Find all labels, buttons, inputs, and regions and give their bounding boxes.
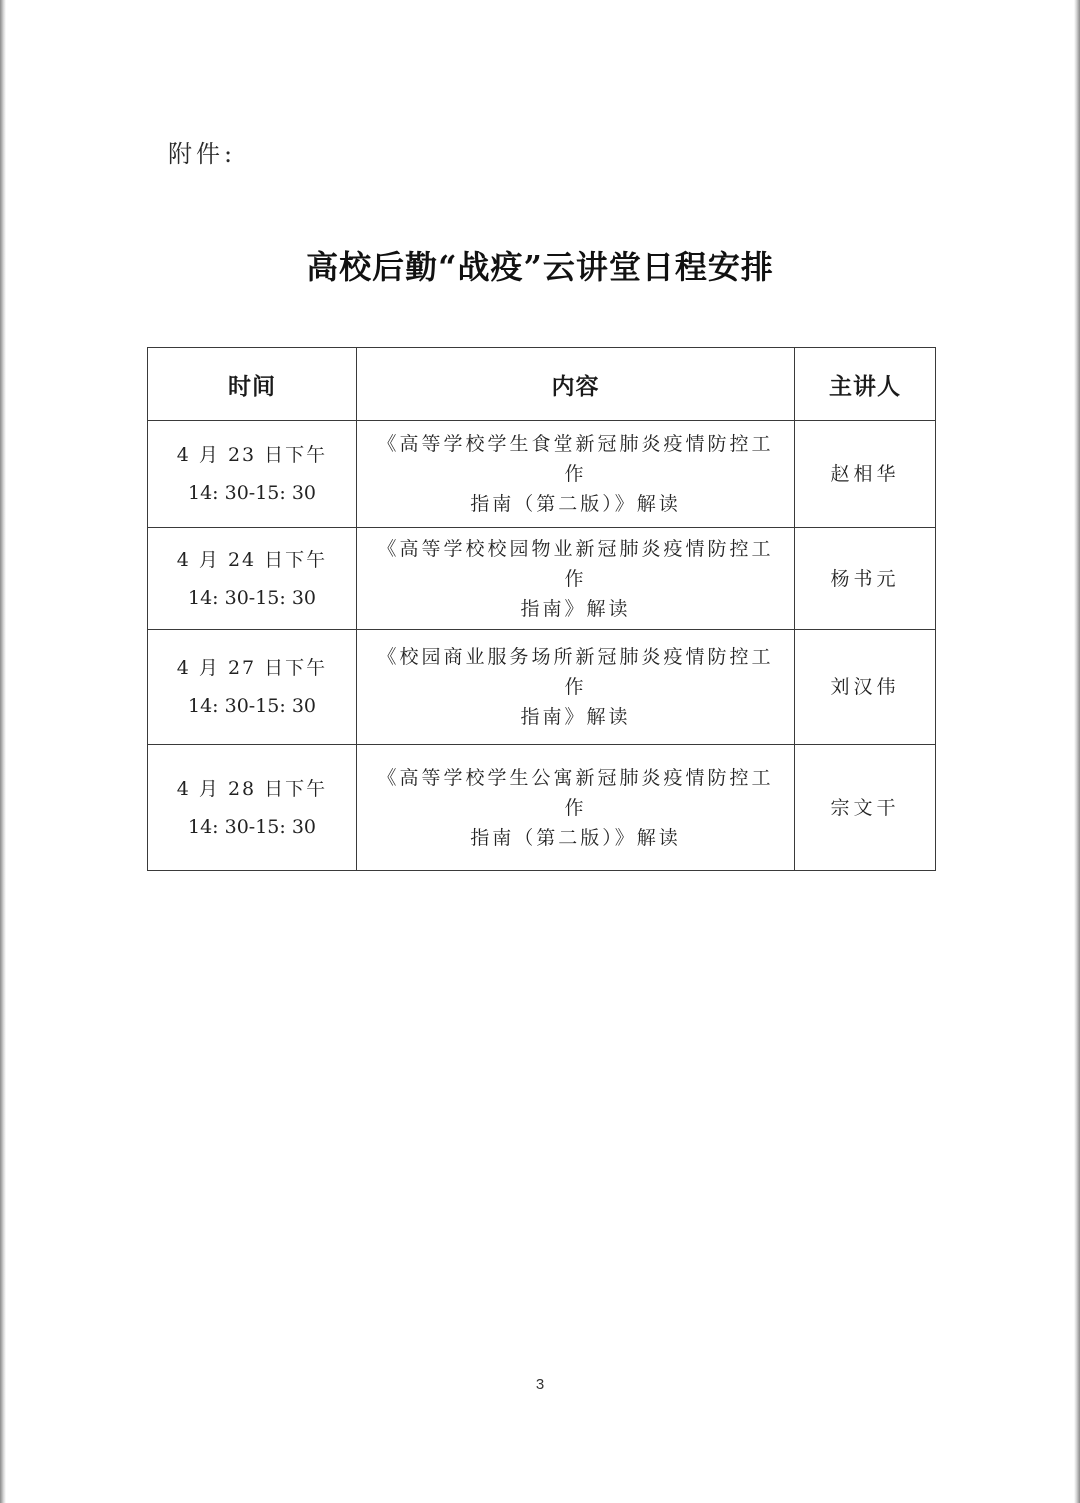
table-header-row bbox=[148, 348, 936, 421]
table-row bbox=[148, 528, 936, 630]
session-date: 4 月 23 日下午 bbox=[176, 444, 328, 466]
speaker-cell bbox=[795, 421, 936, 528]
speaker-name: 赵相华 bbox=[830, 463, 900, 485]
content-cell bbox=[357, 745, 795, 871]
page-edge-left bbox=[0, 0, 6, 1503]
page-number: 3 bbox=[535, 1376, 545, 1393]
time-cell bbox=[148, 421, 357, 528]
speaker-name: 杨书元 bbox=[830, 567, 900, 590]
time-cell bbox=[148, 528, 357, 630]
table-row bbox=[148, 745, 936, 871]
header-content: 内容 bbox=[357, 348, 795, 421]
attachment-label: 附件: bbox=[168, 140, 237, 168]
session-time: 14: 30-15: 30 bbox=[187, 695, 316, 717]
content-line: 《高等学校校园物业新冠肺炎疫情防控工作 bbox=[377, 537, 774, 590]
speaker-cell bbox=[795, 528, 936, 630]
header-speaker: 主讲人 bbox=[795, 348, 936, 421]
content-cell bbox=[357, 421, 795, 528]
content-line: 《校园商业服务场所新冠肺炎疫情防控工作 bbox=[377, 646, 774, 698]
session-time: 14: 30-15: 30 bbox=[187, 586, 316, 609]
time-cell bbox=[148, 630, 357, 745]
session-time: 14: 30-15: 30 bbox=[187, 482, 316, 504]
header-time: 时间 bbox=[148, 348, 357, 421]
schedule-table bbox=[147, 347, 936, 871]
content-line: 《高等学校学生食堂新冠肺炎疫情防控工作 bbox=[377, 433, 774, 485]
content-line: 指南》解读 bbox=[520, 706, 631, 728]
content-line: 指南（第二版）》解读 bbox=[470, 826, 681, 849]
speaker-cell bbox=[795, 630, 936, 745]
content-cell bbox=[357, 630, 795, 745]
session-time: 14: 30-15: 30 bbox=[187, 815, 316, 838]
table-row bbox=[148, 630, 936, 745]
session-date: 4 月 27 日下午 bbox=[176, 657, 328, 679]
content-cell bbox=[357, 528, 795, 630]
speaker-name: 刘汉伟 bbox=[830, 676, 900, 698]
content-line: 指南（第二版）》解读 bbox=[470, 493, 681, 515]
page-edge-right bbox=[1074, 0, 1080, 1503]
session-date: 4 月 28 日下午 bbox=[176, 777, 328, 800]
session-date: 4 月 24 日下午 bbox=[176, 548, 328, 571]
time-cell bbox=[148, 745, 357, 871]
speaker-name: 宗文干 bbox=[830, 796, 900, 819]
content-line: 《高等学校学生公寓新冠肺炎疫情防控工作 bbox=[377, 766, 774, 819]
speaker-cell bbox=[795, 745, 936, 871]
page-title: 高校后勤“战疫”云讲堂日程安排 bbox=[306, 248, 774, 286]
content-line: 指南》解读 bbox=[520, 597, 631, 620]
table-row bbox=[148, 421, 936, 528]
